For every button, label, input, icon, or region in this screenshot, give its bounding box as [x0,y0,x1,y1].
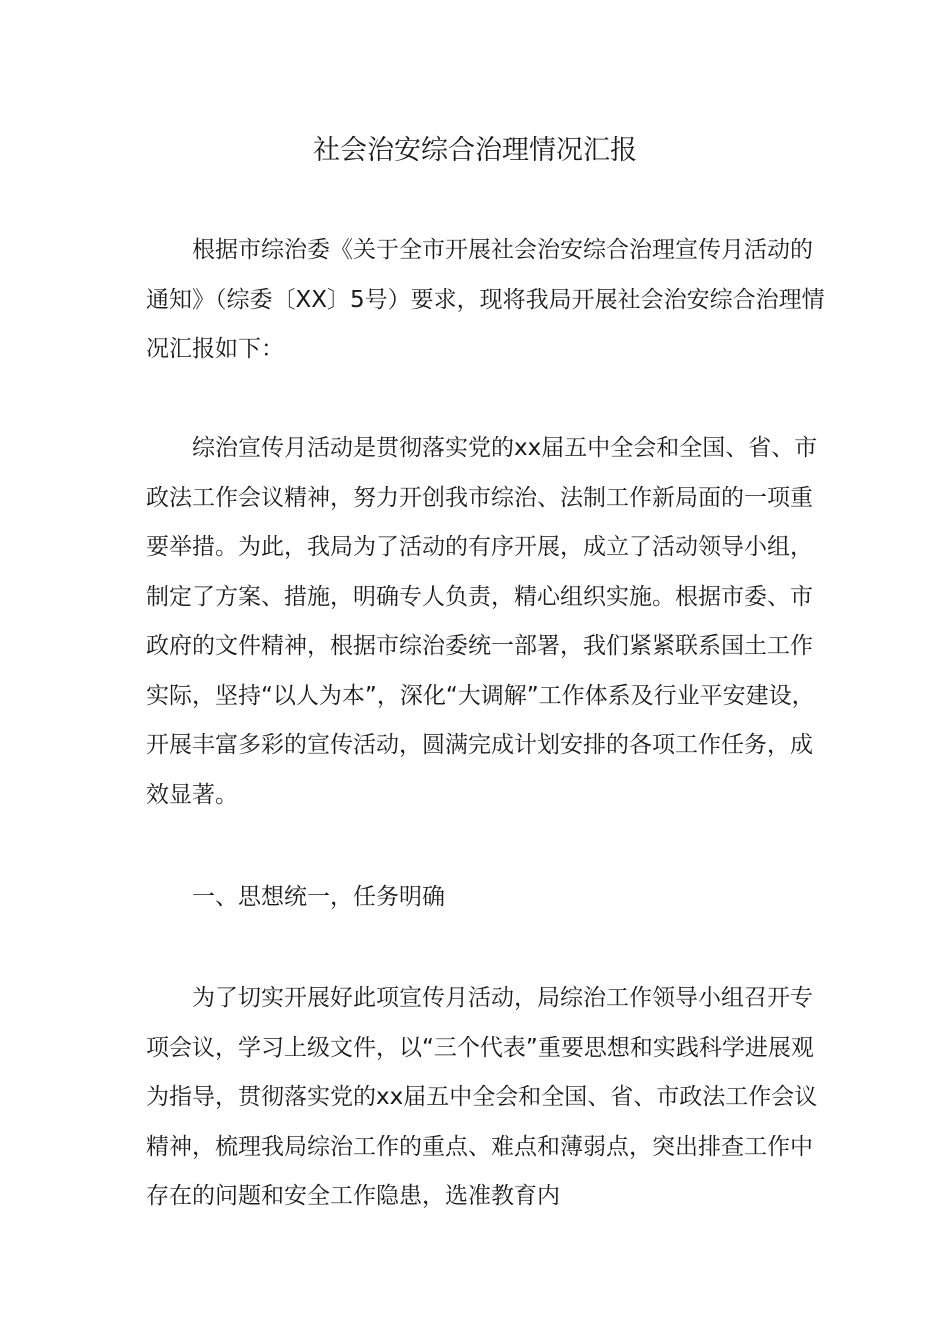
overview-paragraph: 综治宣传月活动是贯彻落实党的xx届五中全会和全国、省、市政法工作会议精神，努力开创我市综治、法制工作新局面的一项重要举措。为此，我局为了活动的有序开展，成立了活动领导小组，制定了方案、措施，明确专人负责，精心组织实施。根据市委、市政府的文件精神，根据市综治委统一部署，我们紧紧联系国土工作实际，坚持“以人为本”，深化“大调解”工作体系及行业平安建设，开展丰富多彩的宣传活动，圆满完成计划安排的各项工作任务，成效显著。 [146,435,818,808]
document-title: 社会治安综合治理情况汇报 [313,135,637,166]
section-body-paragraph: 为了切实开展好此项宣传月活动，局综治工作领导小组召开专项会议，学习上级文件，以“三个代表”重要思想和实践科学进展观为指导，贯彻落实党的xx届五中全会和全国、省、市政法工作会议精神，梳理我局综治工作的重点、难点和薄弱点，突出排查工作中存在的问题和安全工作隐患，选准教育内 [146,985,818,1209]
section-heading: 一、思想统一，任务明确 [192,884,445,910]
intro-paragraph: 根据市综治委《关于全市开展社会治安综合治理宣传月活动的通知》（综委〔XX〕5号）要求，现将我局开展社会治安综合治理情况汇报如下： [146,237,825,362]
